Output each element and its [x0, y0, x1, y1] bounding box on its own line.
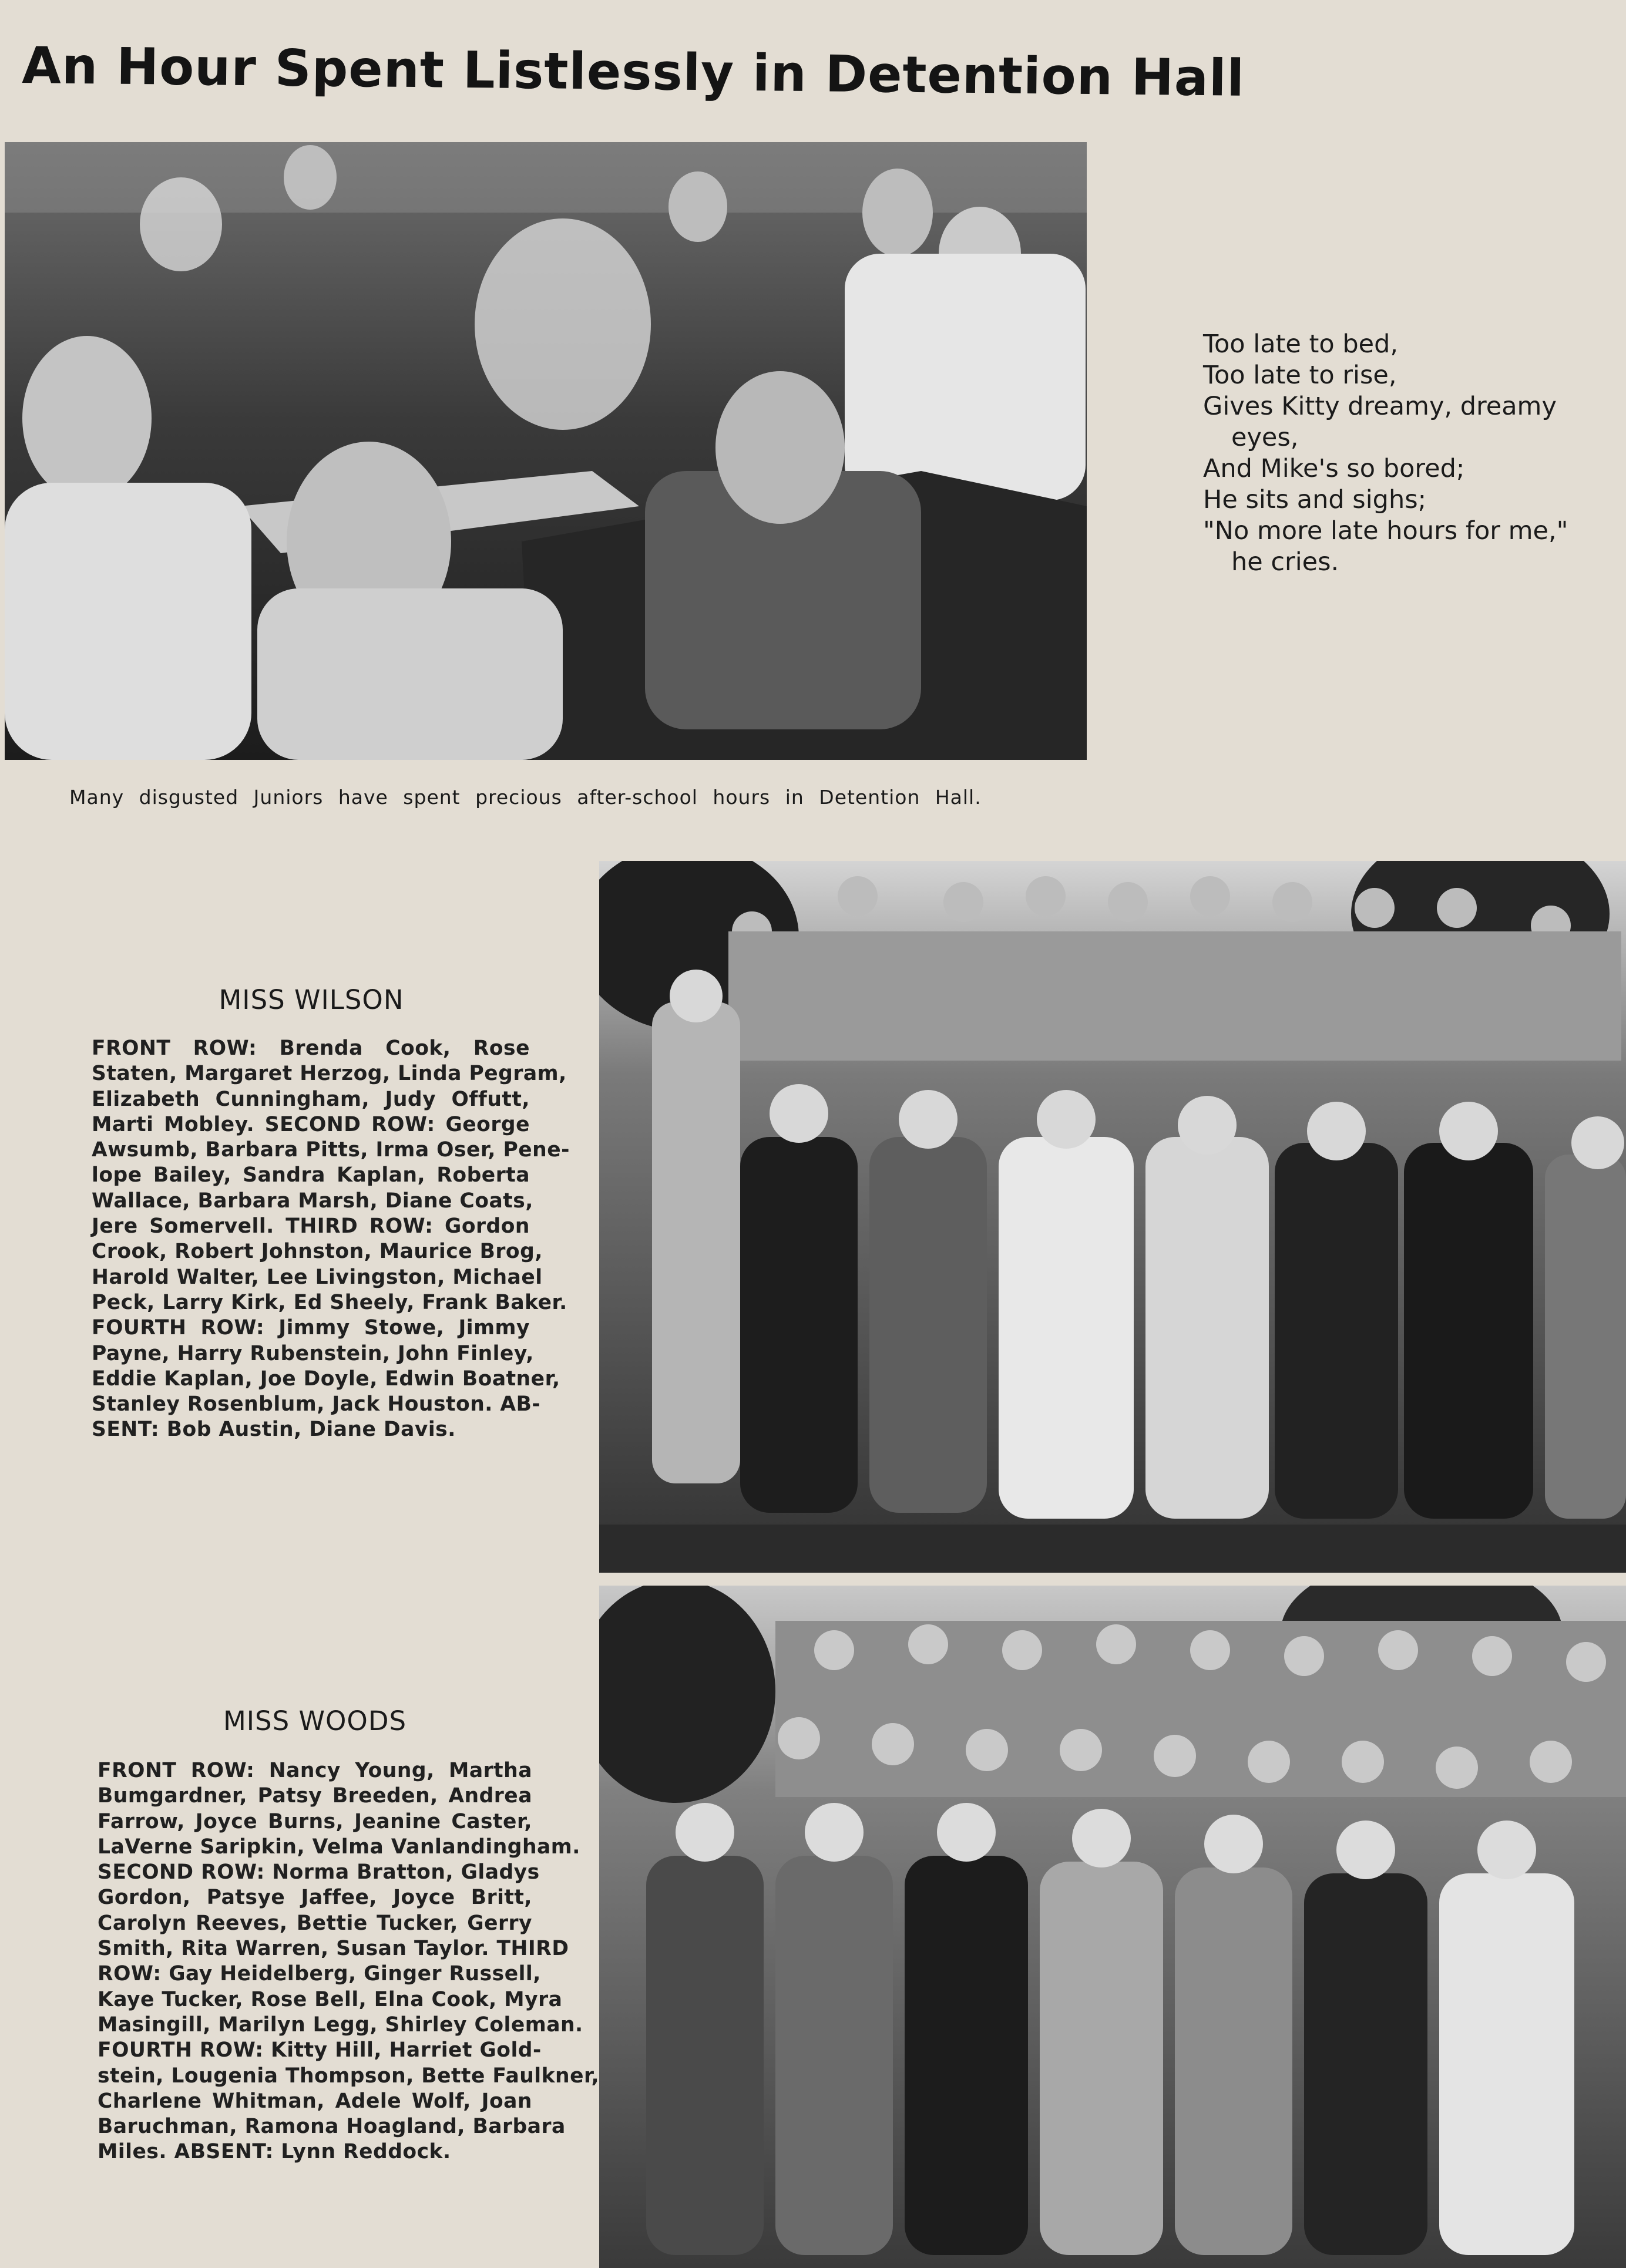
roster-line: Baruchman, Ramona Hoagland, Barbara: [98, 2115, 566, 2139]
roster-line: FOURTH ROW: Jimmy Stowe, Jimmy: [92, 1316, 530, 1340]
roster-line: Gordon, Patsye Jaffee, Joyce Britt,: [98, 1886, 532, 1910]
roster-line: FRONT ROW: Brenda Cook, Rose: [92, 1037, 530, 1060]
roster-line: Wallace, Barbara Marsh, Diane Coats,: [92, 1189, 533, 1213]
roster-line: Elizabeth Cunningham, Judy Offutt,: [92, 1087, 530, 1111]
roster-line: stein, Lougenia Thompson, Bette Faulkner,: [98, 2064, 600, 2088]
detention-hall-photo: [5, 142, 1087, 760]
roster-line: Awsumb, Barbara Pitts, Irma Oser, Pene-: [92, 1138, 570, 1162]
roster-line: Carolyn Reeves, Bettie Tucker, Gerry: [98, 1911, 532, 1935]
miss-wilson-roster: [92, 1036, 570, 1443]
roster-line: Kaye Tucker, Rose Bell, Elna Cook, Myra: [98, 1987, 563, 2011]
miss-wilson-heading: MISS WILSON: [219, 984, 404, 1015]
miss-wilson-group-photo: [599, 861, 1626, 1573]
roster-line: Peck, Larry Kirk, Ed Sheely, Frank Baker.: [92, 1290, 567, 1314]
miss-woods-roster: [98, 1758, 600, 2165]
verse-line: And Mike's so bored;: [1203, 454, 1465, 483]
roster-line: FOURTH ROW: Kitty Hill, Harriet Gold-: [98, 2038, 542, 2062]
roster-line: Stanley Rosenblum, Jack Houston. AB-: [92, 1392, 541, 1416]
roster-line: ROW: Gay Heidelberg, Ginger Russell,: [98, 1962, 541, 1986]
roster-line: Smith, Rita Warren, Susan Taylor. THIRD: [98, 1937, 569, 1961]
roster-line: FRONT ROW: Nancy Young, Martha: [98, 1759, 532, 1782]
roster-line: Masingill, Marilyn Legg, Shirley Coleman.: [98, 2013, 583, 2037]
photo-caption: Many disgusted Juniors have spent precious after-school hours in Detention Hall.: [69, 786, 982, 809]
roster-line: lope Bailey, Sandra Kaplan, Roberta: [92, 1163, 530, 1187]
roster-line: Staten, Margaret Herzog, Linda Pegram,: [92, 1062, 567, 1086]
roster-line: SENT: Bob Austin, Diane Davis.: [92, 1418, 456, 1442]
roster-line: LaVerne Saripkin, Velma Vanlandingham.: [98, 1835, 580, 1859]
roster-line: Payne, Harry Rubenstein, John Finley,: [92, 1341, 534, 1365]
roster-line: Miles. ABSENT: Lynn Reddock.: [98, 2140, 451, 2164]
verse-line: Too late to rise,: [1203, 361, 1397, 390]
verse-line: Too late to bed,: [1203, 329, 1399, 359]
verse-poem: [1203, 329, 1603, 578]
verse-line: "No more late hours for me,": [1203, 516, 1568, 546]
roster-line: SECOND ROW: Norma Bratton, Gladys: [98, 1860, 540, 1885]
roster-line: Charlene Whitman, Adele Wolf, Joan: [98, 2089, 532, 2113]
miss-woods-heading: MISS WOODS: [223, 1705, 407, 1737]
verse-line: He sits and sighs;: [1203, 485, 1427, 514]
roster-line: Crook, Robert Johnston, Maurice Brog,: [92, 1240, 543, 1264]
page-title: An Hour Spent Listlessly in Detention Hall: [21, 36, 1245, 108]
roster-line: Farrow, Joyce Burns, Jeanine Caster,: [98, 1809, 532, 1833]
verse-line: he cries.: [1231, 547, 1339, 577]
roster-line: Harold Walter, Lee Livingston, Michael: [92, 1265, 543, 1289]
verse-line: Gives Kitty dreamy, dreamy: [1203, 392, 1557, 421]
miss-woods-group-photo: [599, 1586, 1626, 2268]
roster-line: Marti Mobley. SECOND ROW: George: [92, 1112, 530, 1136]
roster-line: Jere Somervell. THIRD ROW: Gordon: [92, 1214, 530, 1239]
roster-line: Bumgardner, Patsy Breeden, Andrea: [98, 1784, 532, 1808]
roster-line: Eddie Kaplan, Joe Doyle, Edwin Boatner,: [92, 1367, 560, 1391]
verse-line: eyes,: [1231, 423, 1299, 452]
